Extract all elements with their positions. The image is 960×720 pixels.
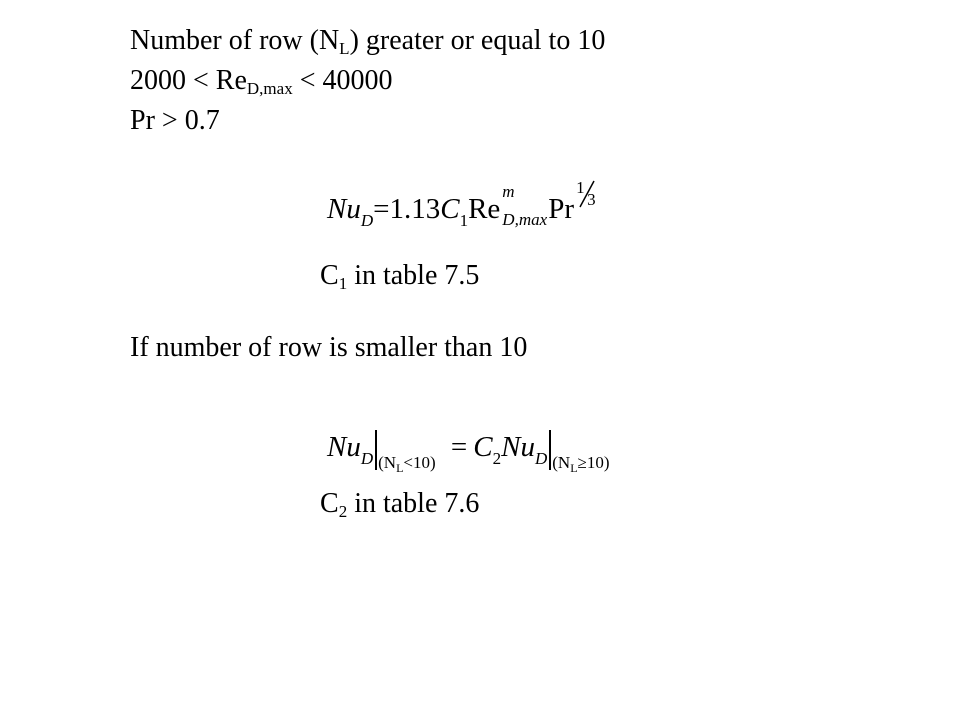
eq1-re-sup: m — [502, 182, 515, 201]
eq2-lhs-cond-rest: <10) — [403, 453, 436, 472]
condition-reynolds-pre: 2000 < Re — [130, 65, 247, 96]
eq2-rhs-sub: D — [534, 449, 548, 468]
eq1-c: C — [440, 193, 460, 225]
condition-prandtl: Pr > 0.7 — [130, 105, 220, 136]
condition-row-count — [130, 25, 606, 58]
condition-reynolds-post: < 40000 — [292, 65, 393, 96]
condition-fewer-rows: If number of row is smaller than 10 — [130, 332, 528, 363]
note-c1-table — [320, 260, 480, 293]
nusselt-correlation-equation — [327, 178, 600, 230]
eq2-lhs-cond-sub: L — [396, 461, 404, 475]
eq2-rhs-condition — [552, 453, 610, 475]
note-c2-post: in table 7.6 — [347, 488, 480, 519]
eq1-exp-den: 3 — [587, 190, 596, 209]
eq1-exp-num: 1 — [576, 178, 585, 197]
note-c1-sub: 1 — [338, 274, 348, 293]
condition-row-count-pre: Number of row (N — [130, 25, 340, 56]
condition-row-count-post: ) greater or equal to 10 — [349, 25, 606, 56]
eq2-lhs-condition — [378, 453, 436, 475]
eq2-c-sub: 2 — [492, 449, 502, 468]
eq1-lhs: Nu — [327, 193, 361, 225]
row-correction-equation — [327, 430, 610, 475]
eq1-c-sub: 1 — [459, 211, 469, 230]
eq1-lhs-sub: D — [360, 211, 374, 230]
condition-reynolds-sub: D,max — [246, 79, 293, 98]
eq2-equals: = — [450, 431, 468, 463]
eq2-lhs-cond-open: (N — [378, 453, 397, 472]
eq2-evaluation-bar-right — [549, 430, 551, 470]
note-c2-pre: C — [320, 488, 339, 519]
eq2-rhs-cond-sub: L — [570, 461, 578, 475]
eq1-pr: Pr — [548, 193, 575, 225]
eq2-rhs-cond-open: (N — [552, 453, 571, 472]
eq1-re: Re — [468, 193, 501, 225]
eq2-rhs: Nu — [501, 431, 535, 463]
eq1-coef: 1.13 — [389, 193, 441, 225]
condition-reynolds — [130, 65, 393, 98]
eq2-c: C — [473, 431, 493, 463]
eq2-evaluation-bar-left — [375, 430, 377, 470]
eq2-rhs-cond-rest: ≥10) — [577, 453, 610, 472]
note-c2-sub: 2 — [338, 502, 348, 521]
condition-row-count-sub: L — [339, 39, 350, 58]
note-c1-pre: C — [320, 260, 339, 291]
note-c2-table — [320, 488, 480, 521]
note-c1-post: in table 7.5 — [347, 260, 480, 291]
eq1-re-sub: D,max — [502, 210, 548, 229]
eq1-exponent-fraction — [574, 179, 600, 209]
eq2-lhs-sub: D — [360, 449, 374, 468]
eq2-lhs: Nu — [327, 431, 361, 463]
eq1-equals: = — [373, 193, 390, 225]
